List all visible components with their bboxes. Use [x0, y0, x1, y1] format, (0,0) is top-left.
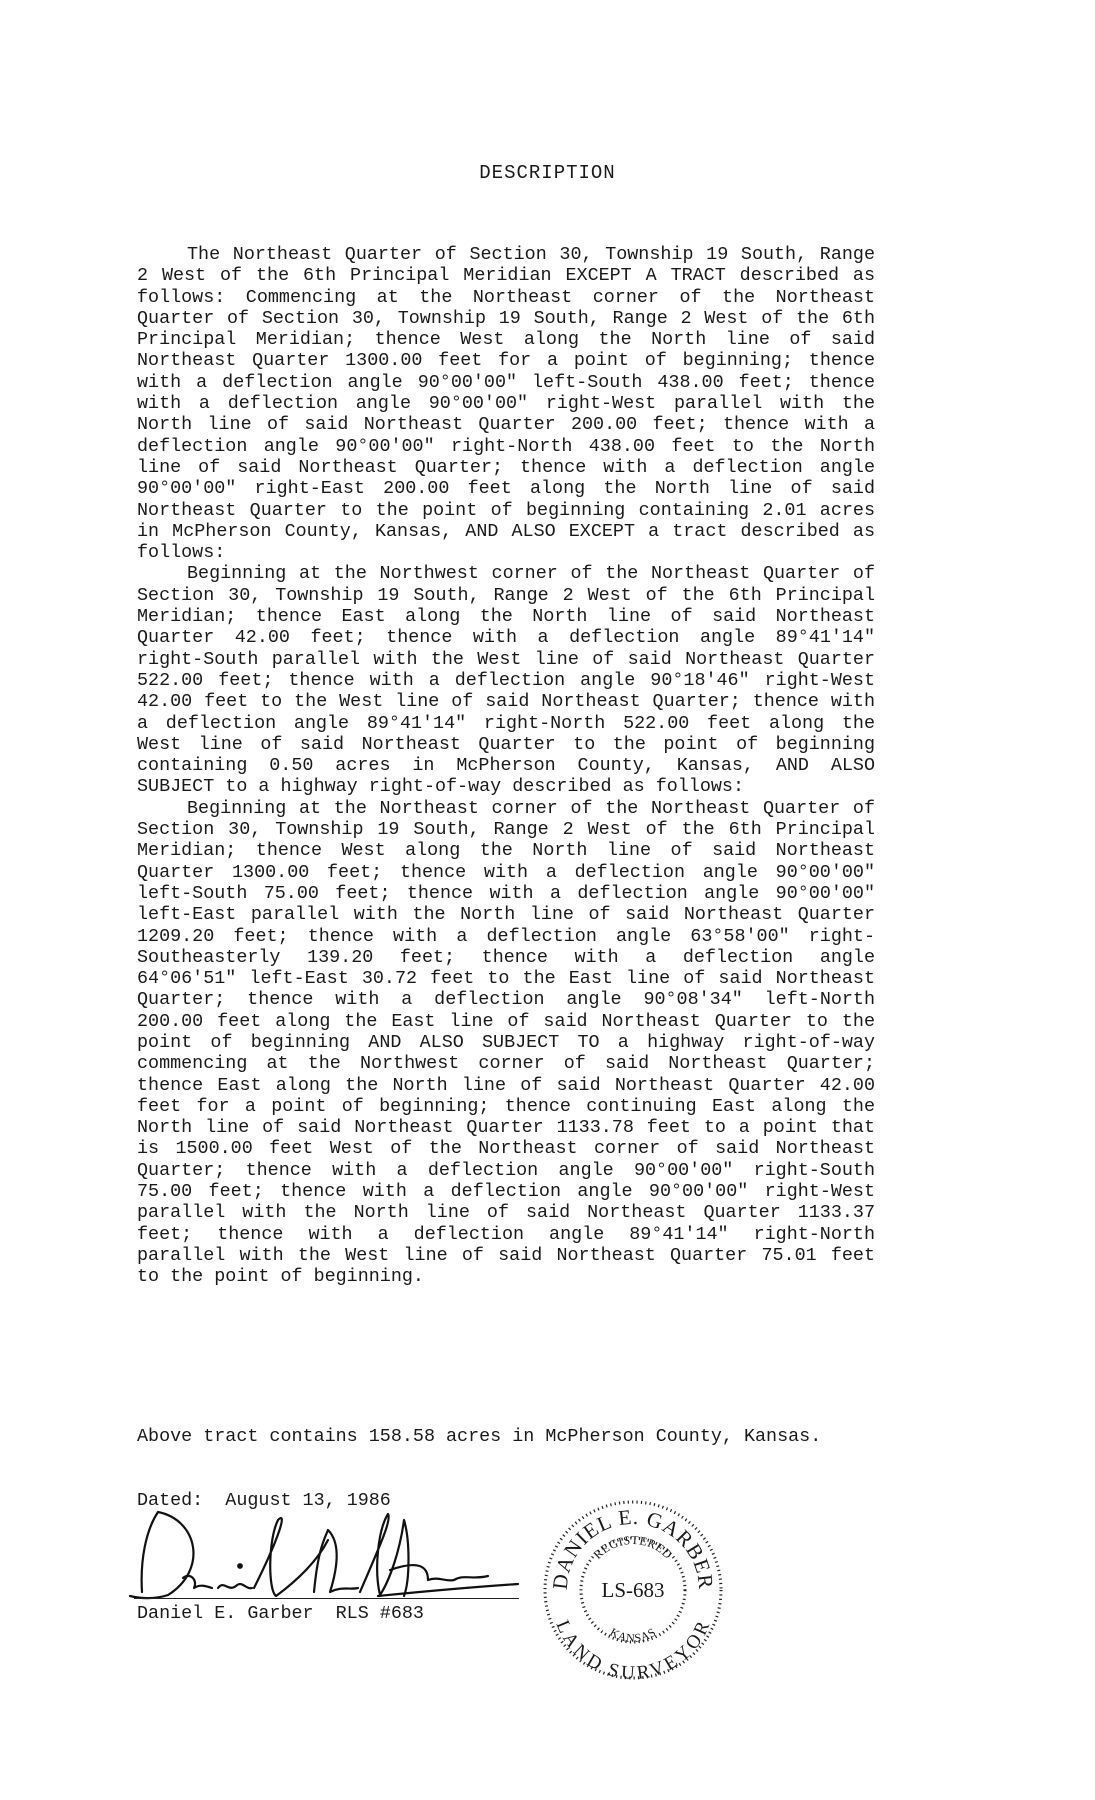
signature-line [134, 1598, 519, 1599]
acreage-summary: Above tract contains 158.58 acres in McPherson County, Kansas. [137, 1426, 822, 1447]
legal-description [137, 244, 875, 1288]
handwritten-signature [128, 1500, 548, 1605]
description-paragraph-2: Beginning at the Northwest corner of the Northeast Quarter of Section 30, Township 19 South, Range 2 West of the 6th Principal Meridian; thence East along the North line of said Northeast Quarter 42.00 feet; thence with a deflection angle 89°41'14" right-South parallel with the West line of said Northeast Quarter 522.00 feet; thence with a deflection angle 90°18'46" right-West 42.00 feet to the West line of said Northeast Quarter; thence with a deflection angle 89°41'14" right-North 522.00 feet along the West line of said Northeast Quarter to the point of beginning containing 0.50 acres in McPherson County, Kansas, AND ALSO SUBJECT to a highway right-of-way described as follows: [137, 563, 875, 798]
seal-name-arc: DANIEL E. GARBER [547, 1504, 719, 1591]
document-title: DESCRIPTION [479, 162, 616, 184]
dated-label: Dated: [137, 1490, 204, 1511]
dated-value: August 13, 1986 [225, 1490, 391, 1511]
seal-registered-arc: REGISTERED [590, 1532, 676, 1562]
description-paragraph-3: Beginning at the Northeast corner of the Northeast Quarter of Section 30, Township 19 South, Range 2 West of the 6th Principal Meridian; thence West along the North line of said Northeast Quarter 1300.00 feet; thence with a deflection angle 90°00'00" left-South 75.00 feet; thence with a deflection angle 90°00'00" left-East parallel with the North line of said Northeast Quarter 1209.20 feet; thence with a deflection angle 63°58'00" right-Southeasterly 139.20 feet; thence with a deflection angle 64°06'51" left-East 30.72 feet to the East line of said Northeast Quarter; thence with a deflection angle 90°08'34" left-North 200.00 feet along the East line of said Northeast Quarter to the point of beginning AND ALSO SUBJECT TO a highway right-of-way commencing at the Northwest corner of said Northeast Quarter; thence East along the North line of said Northeast Quarter 42.00 feet for a point of beginning; thence continuing East along the North line of said Northeast Quarter 1133.78 feet to a point that is 1500.00 feet West of the Northeast corner of said Northeast Quarter; thence with a deflection angle 90°00'00" right-South 75.00 feet; thence with a deflection angle 90°00'00" right-West parallel with the North line of said Northeast Quarter 1133.37 feet; thence with a deflection angle 89°41'14" right-North parallel with the West line of said Northeast Quarter 75.01 feet to the point of beginning. [137, 797, 875, 1288]
description-paragraph-1: The Northeast Quarter of Section 30, Township 19 South, Range 2 West of the 6th Principal Meridian EXCEPT A TRACT described as follows: Commencing at the Northeast corner of the Northeast Quarter of Section 30, Township 19 South, Range 2 West of the 6th Principal Meridian; thence West along the North line of said Northeast Quarter 1300.00 feet for a point of beginning; thence with a deflection angle 90°00'00" left-South 438.00 feet; thence with a deflection angle 90°00'00" right-West parallel with the North line of said Northeast Quarter 200.00 feet; thence with a deflection angle 90°00'00" right-North 438.00 feet to the North line of said Northeast Quarter; thence with a deflection angle 90°00'00" right-East 200.00 feet along the North line of said Northeast Quarter to the point of beginning containing 2.01 acres in McPherson County, Kansas, AND ALSO EXCEPT a tract described as follows: [137, 244, 875, 564]
seal-state-arc: KANSAS [607, 1624, 659, 1646]
seal-license-number: LS-683 [601, 1578, 665, 1602]
surveyor-seal [541, 1498, 725, 1682]
seal-title-arc: LAND SURVEYOR [551, 1617, 715, 1682]
signer-name: Daniel E. Garber RLS #683 [137, 1603, 424, 1624]
